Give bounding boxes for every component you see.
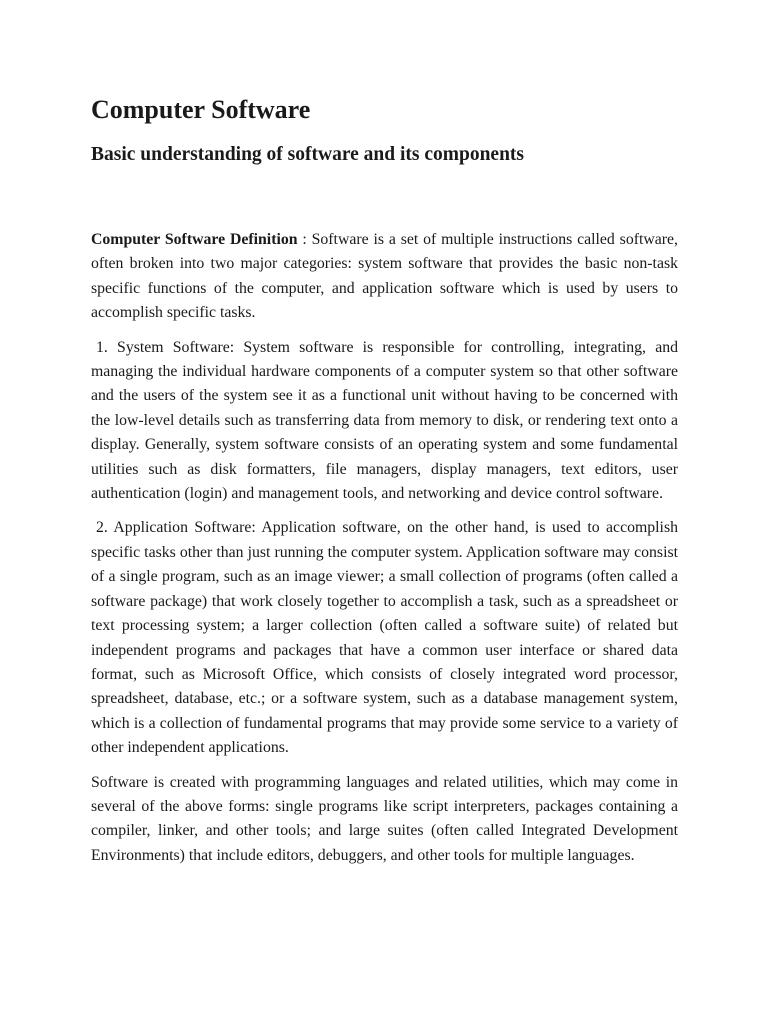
definition-paragraph bbox=[91, 228, 678, 326]
definition-term: Computer Software Definition bbox=[91, 231, 298, 248]
document-page bbox=[91, 90, 678, 868]
page-subtitle: Basic understanding of software and its components bbox=[91, 144, 525, 165]
definition-text: : Software is a set of multiple instructions called software, often broken into two major categories: system software that provides the basic non-task specific functions of the computer, and application software which is used by users to accomplish specific tasks. bbox=[91, 231, 679, 322]
system-software-paragraph: 1. System Software: System software is responsible for controlling, integrating, and managing the individual hardware components of a computer system so that other software and the users of the system see it as a functional unit without having to be concerned with the low-level details such as transferring data from memory to disk, or rendering text onto a display. Generally, system software consists of an operating system and some fundamental utilities such as disk formatters, file managers, display managers, text editors, user authentication (login) and management tools, and networking and device control software. bbox=[91, 338, 678, 503]
closing-paragraph: Software is created with programming languages and related utilities, which may come in several of the above forms: single programs like script interpreters, packages containing a compiler, linker, and other tools; and large suites (often called Integrated Development Environments) that include editors, debuggers, and other tools for multiple languages. bbox=[91, 773, 678, 864]
application-software-paragraph: 2. Application Software: Application software, on the other hand, is used to accomplish specific tasks other than just running the computer system. Application software may consist of a single program, such as an image viewer; a small collection of programs (often called a software package) that work closely together to accomplish a task, such as a spreadsheet or text processing system; a larger collection (often called a software suite) of related but independent programs and packages that have a common user interface or shared data format, such as Microsoft Office, which consists of closely integrated word processor, spreadsheet, database, etc.; or a software system, such as a database management system, which is a collection of fundamental programs that may provide some service to a variety of other independent applications. bbox=[91, 519, 678, 757]
page-title: Computer Software bbox=[91, 95, 311, 124]
